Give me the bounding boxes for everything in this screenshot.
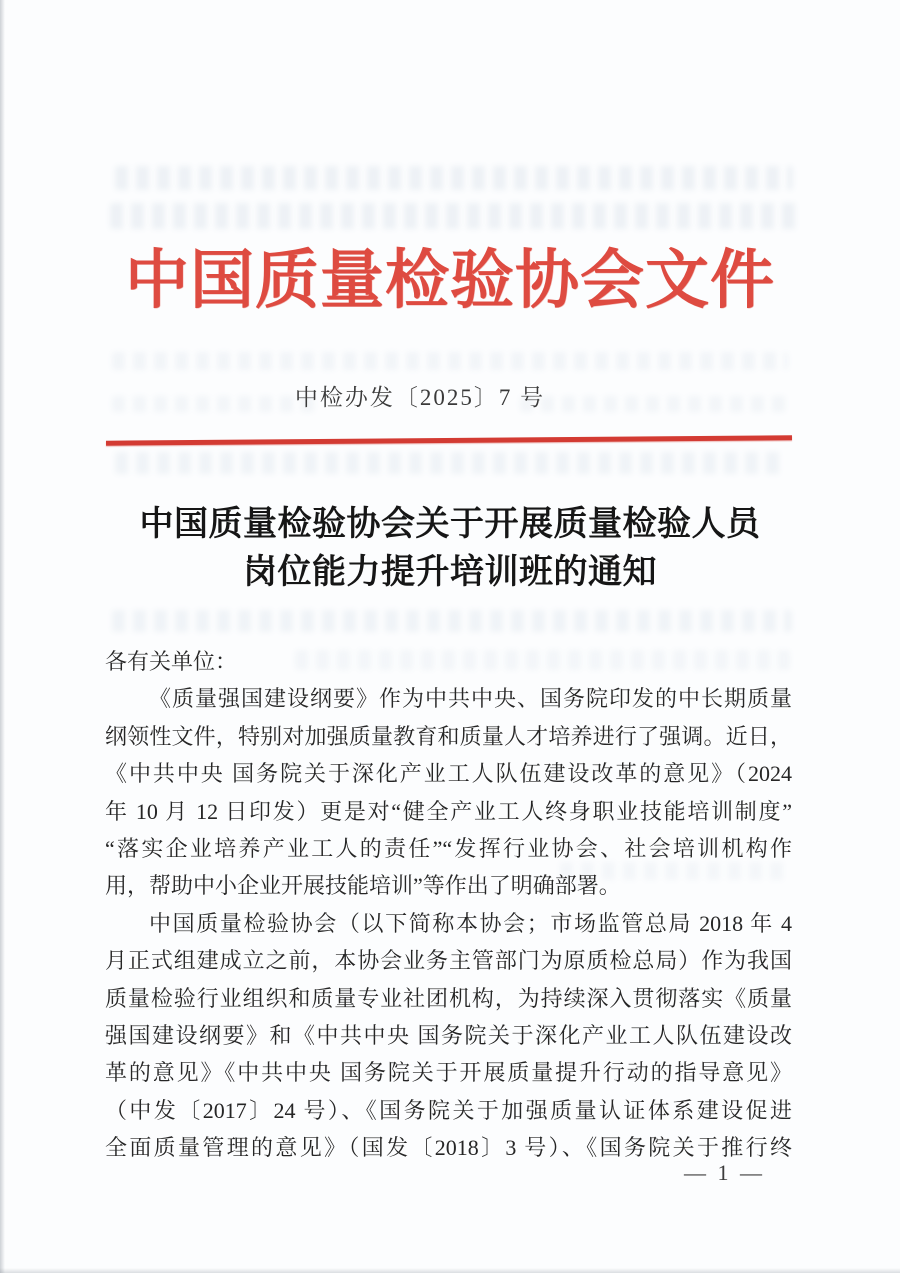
notice-title-line2: 岗位能力提升培训班的通知 [243, 554, 657, 591]
body-text [105, 643, 792, 1167]
notice-title [0, 501, 900, 597]
body-line: 《质量强国建设纲要》作为中共中央、国务院印发的中长期质量 [149, 686, 792, 712]
body-line: 全面质量管理的意见》（国发〔2018〕3 号）、《国务院关于推行终 [105, 1135, 792, 1161]
page-number: — 1 — [684, 1160, 765, 1185]
document-number: 中检办发〔2025〕7 号 [294, 385, 546, 410]
body-line: 各有关单位： [105, 649, 238, 674]
notice-title-line1: 中国质量检验协会关于开展质量检验人员 [139, 506, 761, 543]
body-line: 月正式组建成立之前，本协会业务主管部门为原质检总局）作为我国 [105, 948, 792, 974]
body-line: 强国建设纲要》和《中共中央 国务院关于深化产业工人队伍建设改 [105, 1023, 792, 1049]
body-line: 中国质量检验协会（以下简称本协会；市场监管总局 2018 年 4 [149, 910, 792, 936]
body-line: 纲领性文件，特别对加强质量教育和质量人才培养进行了强调。近日， [105, 723, 792, 749]
body-line: 革的意见》《中共中央 国务院关于开展质量提升行动的指导意见》 [105, 1060, 792, 1086]
scan-edge [0, 0, 5, 1273]
body-line: “落实企业培养产业工人的责任”“发挥行业协会、社会培训机构作 [105, 836, 792, 862]
bleed-through-line [115, 452, 787, 474]
bleed-through-line [112, 610, 792, 632]
bleed-through-line [110, 203, 798, 229]
bleed-through-line [112, 352, 788, 370]
letterhead-org-title: 中国质量检验协会文件 [125, 245, 775, 316]
red-divider-line [106, 435, 792, 445]
body-line: 年 10 月 12 日印发）更是对“健全产业工人终身职业技能培训制度” [105, 798, 792, 824]
body-line: （中发〔2017〕24 号）、《国务院关于加强质量认证体系建设促进 [105, 1097, 792, 1123]
body-line: 用，帮助中小企业开展技能培训”等作出了明确部署。 [105, 873, 621, 899]
scan-edge [0, 1268, 900, 1273]
body-line: 《中共中央 国务院关于深化产业工人队伍建设改革的意见》（2024 [105, 761, 792, 787]
bleed-through-line [115, 166, 793, 190]
body-line: 质量检验行业组织和质量专业社团机构，为持续深入贯彻落实《质量 [105, 985, 792, 1011]
